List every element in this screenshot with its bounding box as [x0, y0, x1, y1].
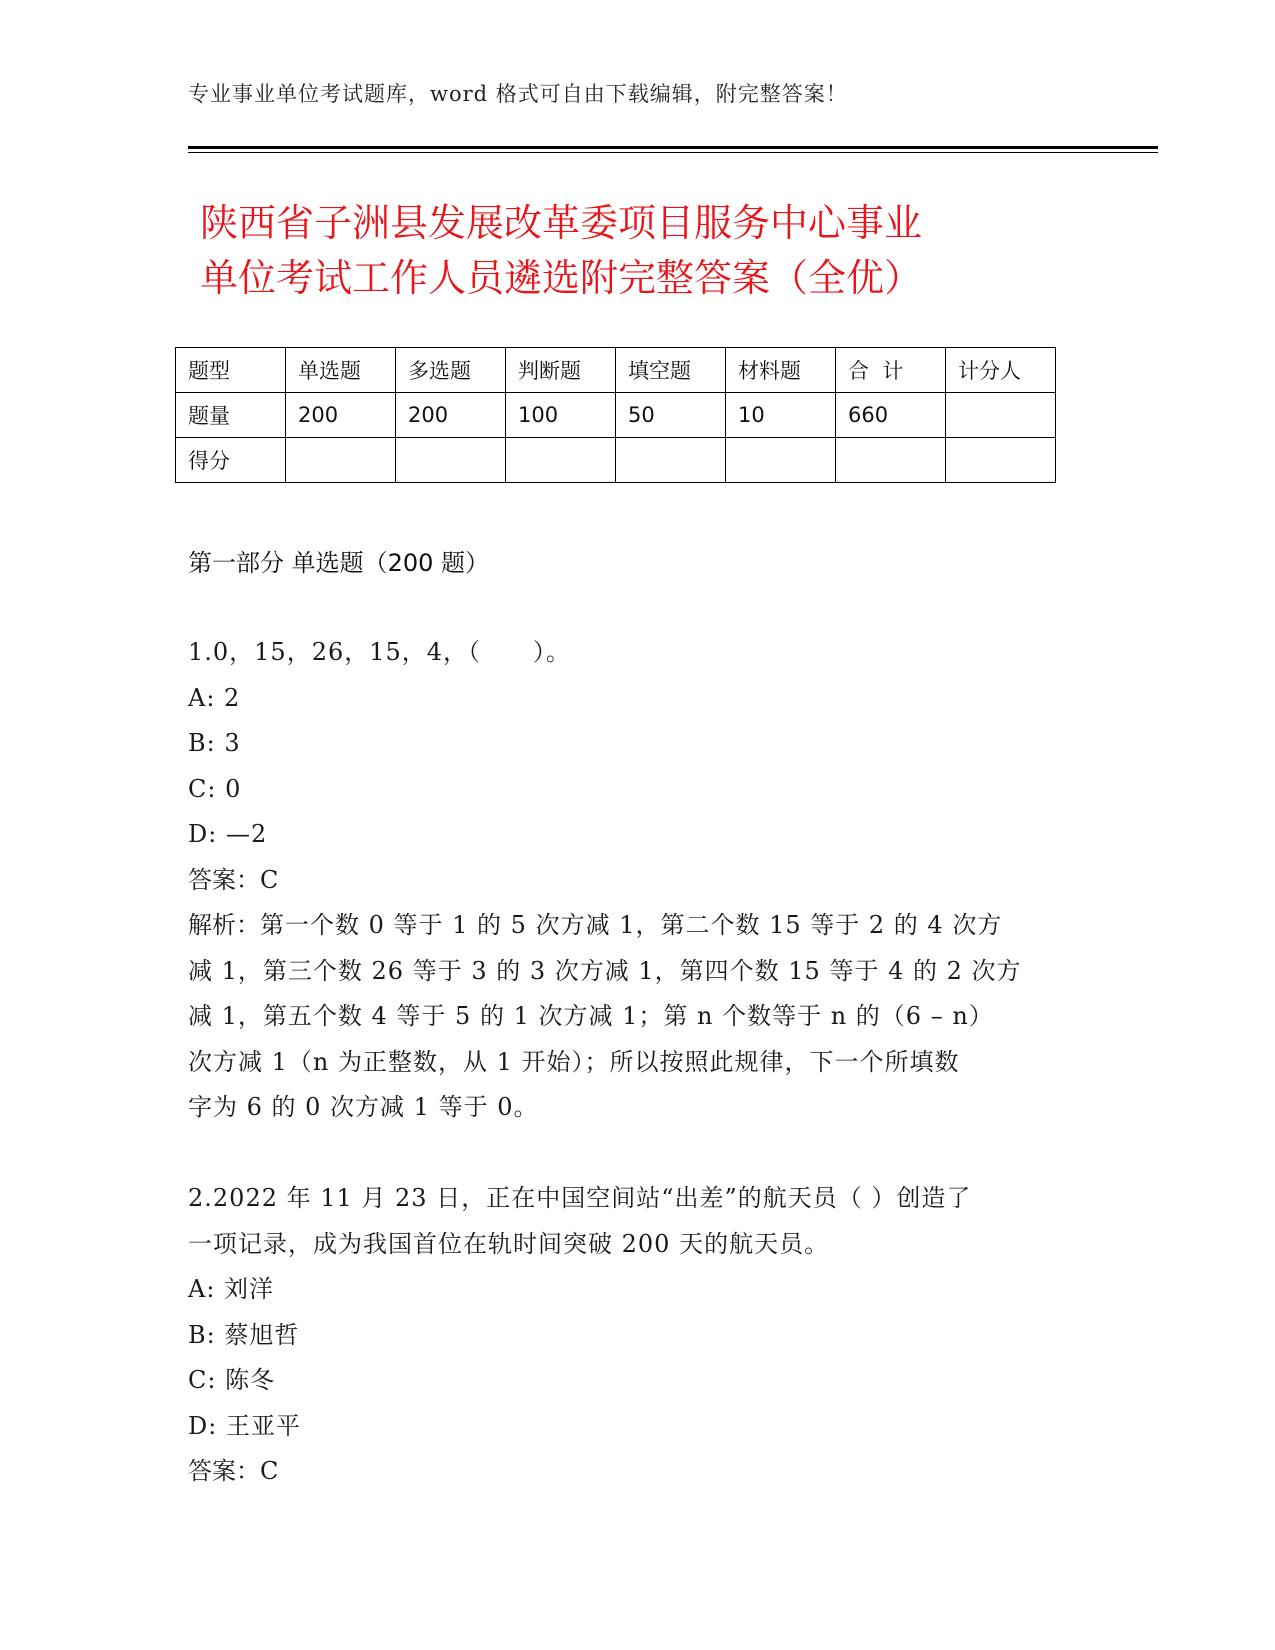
analysis-line: 字为 6 的 0 次方减 1 等于 0。	[188, 1093, 539, 1121]
table-header-cell: 材料题	[726, 348, 836, 393]
question-option: A: 2	[188, 683, 241, 712]
question-option: D: —2	[188, 820, 268, 848]
score-table-score-row	[176, 438, 1056, 483]
question-spacer	[188, 1131, 1088, 1177]
table-cell	[616, 438, 726, 483]
analysis-line: 减 1，第三个数 26 等于 3 的 3 次方减 1，第四个数 15 等于 4 的 2 次方	[188, 956, 1022, 985]
question-stem: 一项记录，成为我国首位在轨时间突破 200 天的航天员。	[188, 1229, 830, 1258]
answer-line	[188, 1449, 1088, 1495]
table-cell: 200	[396, 393, 506, 438]
table-cell: 660	[836, 393, 946, 438]
question-option: B: 蔡旭哲	[188, 1320, 300, 1349]
answer-line	[188, 858, 1088, 904]
document-title	[200, 196, 1100, 306]
score-table-header-row	[176, 348, 1056, 393]
table-cell	[946, 393, 1056, 438]
table-cell: 题量	[176, 393, 286, 438]
question-stem: 1.0，15，26，15，4，（ ）。	[188, 638, 571, 666]
score-table-quantity-row	[176, 393, 1056, 438]
question-list	[188, 630, 1088, 1495]
analysis-text: 第一个数 0 等于 1 的 5 次方减 1，第二个数 15 等于 2 的 4 次方	[260, 911, 1003, 939]
question-option: C: 0	[188, 774, 242, 803]
table-header-cell: 题型	[176, 348, 286, 393]
answer-value: C	[260, 865, 280, 894]
table-cell: 50	[616, 393, 726, 438]
score-table	[175, 347, 1056, 483]
question-option: C: 陈冬	[188, 1366, 276, 1394]
table-cell	[506, 438, 616, 483]
answer-label: 答案：	[188, 865, 260, 894]
header-note: 专业事业单位考试题库，word 格式可自由下载编辑，附完整答案！	[188, 82, 848, 106]
table-header-cell: 计分人	[946, 348, 1056, 393]
header-rule-thick	[188, 146, 1158, 149]
table-header-cell: 合 计	[836, 348, 946, 393]
answer-value: C	[260, 1457, 280, 1485]
table-cell: 200	[286, 393, 396, 438]
table-cell	[726, 438, 836, 483]
table-cell: 100	[506, 393, 616, 438]
table-cell	[396, 438, 506, 483]
table-cell: 10	[726, 393, 836, 438]
question-option: D: 王亚平	[188, 1411, 301, 1440]
table-header-cell: 判断题	[506, 348, 616, 393]
table-cell: 得分	[176, 438, 286, 483]
table-cell	[286, 438, 396, 483]
table-header-cell: 多选题	[396, 348, 506, 393]
title-line-2: 单位考试工作人员遴选附完整答案（全优）	[200, 256, 923, 300]
table-header-cell: 单选题	[286, 348, 396, 393]
title-line-1: 陕西省子洲县发展改革委项目服务中心事业	[200, 201, 923, 245]
analysis-line	[188, 903, 1088, 949]
section-title: 第一部分 单选题（200 题）	[188, 549, 490, 577]
question-stem: 2.2022 年 11 月 23 日，正在中国空间站“出差”的航天员（ ）创造了	[188, 1184, 972, 1212]
question-option: A: 刘洋	[188, 1275, 275, 1303]
table-cell	[836, 438, 946, 483]
answer-label: 答案：	[188, 1457, 260, 1485]
analysis-line: 次方减 1（n 为正整数，从 1 开始）；所以按照此规律，下一个所填数	[188, 1047, 960, 1076]
header-rule-thin	[188, 152, 1158, 153]
analysis-line: 减 1，第五个数 4 等于 5 的 1 次方减 1；第 n 个数等于 n 的（6 – n）	[188, 1002, 994, 1030]
analysis-label: 解析：	[188, 911, 260, 939]
table-cell	[946, 438, 1056, 483]
question-option: B: 3	[188, 729, 241, 757]
table-header-cell: 填空题	[616, 348, 726, 393]
